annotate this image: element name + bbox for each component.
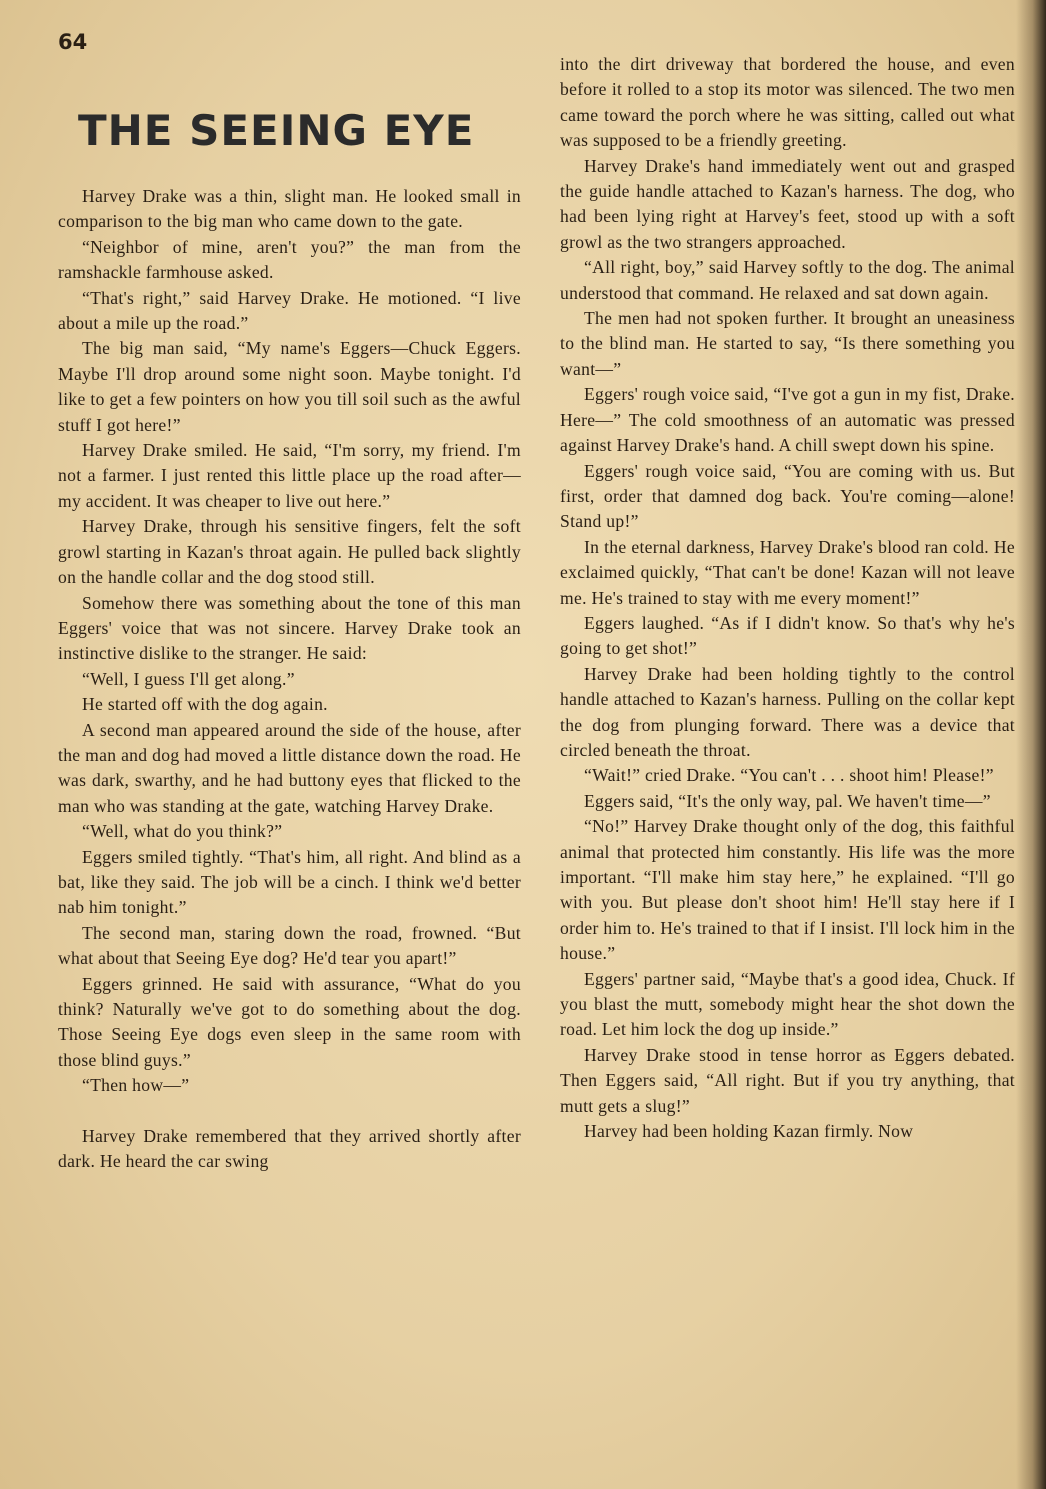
paragraph: Harvey Drake's hand immediately went out and grasped the guide handle attached to Kazan's harness. The dog, who had been lying right at Harvey's feet, stood up with a soft growl as the two strangers approached. — [560, 155, 1015, 252]
paragraph: Harvey Drake stood in tense horror as Eggers debated. Then Eggers said, “All right. But if you try anything, that mutt gets a slug!” — [560, 1044, 1015, 1116]
right-column — [560, 52, 1015, 1144]
paragraph: Harvey Drake had been holding tightly to the control handle attached to Kazan's harness. Pulling on the collar kept the dog from plunging forward. There was a device that circled beneath the throat. — [560, 663, 1015, 760]
left-column — [58, 184, 521, 1174]
paragraph: The big man said, “My name's Eggers—Chuck Eggers. Maybe I'll drop around some night soon. Maybe tonight. I'd like to get a few pointers on how you till soil such as the awful stuff I got here!” — [58, 338, 521, 435]
paragraph: “Then how—” — [82, 1075, 190, 1096]
paragraph: He started off with the dog again. — [82, 694, 328, 715]
paragraph: “Well, I guess I'll get along.” — [82, 668, 295, 689]
paragraph: Eggers' partner said, “Maybe that's a good idea, Chuck. If you blast the mutt, somebody might hear the shot down the road. Let him lock the dog up inside.” — [560, 968, 1015, 1040]
paragraph: In the eternal darkness, Harvey Drake's blood ran cold. He exclaimed quickly, “That can't be done! Kazan will not leave me. He's trained to stay with me every moment!” — [560, 536, 1015, 608]
paragraph: Harvey Drake was a thin, slight man. He looked small in comparison to the big man who came down to the gate. — [58, 186, 521, 232]
paragraph: Somehow there was something about the tone of this man Eggers' voice that was not sincere. Harvey Drake took an instinctive dislike to the stranger. He said: — [58, 592, 521, 664]
paragraph: Eggers laughed. “As if I didn't know. So that's why he's going to get shot!” — [560, 612, 1015, 659]
paragraph: “All right, boy,” said Harvey softly to the dog. The animal understood that command. He relaxed and sat down again. — [560, 257, 1015, 303]
paragraph: Harvey Drake smiled. He said, “I'm sorry, my friend. I'm not a farmer. I just rented this little place up the road after—my accident. It was cheaper to live out here.” — [58, 440, 521, 511]
paragraph: Eggers smiled tightly. “That's him, all right. And blind as a bat, like they said. The job will be a cinch. I think we'd better nab him tonight.” — [58, 846, 521, 918]
paragraph: “Neighbor of mine, aren't you?” the man from the ramshackle farmhouse asked. — [58, 236, 521, 283]
paragraph: Eggers' rough voice said, “You are coming with us. But first, order that damned dog back. You're coming—alone! Stand up!” — [560, 460, 1015, 532]
paragraph: Harvey Drake remembered that they arrived shortly after dark. He heard the car swing — [58, 1125, 521, 1172]
story-title: THE SEEING EYE — [78, 106, 475, 155]
paragraph: The second man, staring down the road, frowned. “But what about that Seeing Eye dog? He'd tear you apart!” — [58, 922, 521, 969]
paragraph: Eggers grinned. He said with assurance, “What do you think? Naturally we've got to do something about the dog. Those Seeing Eye dogs even sleep in the same room with those blind guys.” — [58, 973, 521, 1070]
page-number: 64 — [58, 30, 88, 54]
paragraph: Harvey had been holding Kazan firmly. Now — [584, 1121, 914, 1142]
page-spine-shadow — [1016, 0, 1046, 1489]
paragraph: “Wait!” cried Drake. “You can't . . . shoot him! Please!” — [584, 765, 994, 786]
paragraph: into the dirt driveway that bordered the house, and even before it rolled to a stop its motor was silenced. The two men came toward the porch where he was sitting, called out what was supposed to be a friendly greeting. — [560, 54, 1015, 151]
paragraph: Eggers said, “It's the only way, pal. We haven't time—” — [584, 790, 991, 811]
paragraph: The men had not spoken further. It brought an uneasiness to the blind man. He started to say, “Is there something you want—” — [560, 308, 1015, 379]
paragraph: “No!” Harvey Drake thought only of the dog, this faithful animal that protected him constantly. His life was the more important. “I'll make him stay here,” he explained. “I'll go with you. But please don't shoot him! He'll stay here if I order him to. He's trained to that if I insist. I'll lock him in the house.” — [560, 816, 1015, 964]
paragraph: “That's right,” said Harvey Drake. He motioned. “I live about a mile up the road.” — [58, 287, 521, 334]
paragraph: Harvey Drake, through his sensitive fingers, felt the soft growl starting in Kazan's throat again. He pulled back slightly on the handle collar and the dog stood still. — [58, 516, 521, 588]
paragraph: Eggers' rough voice said, “I've got a gun in my fist, Drake. Here—” The cold smoothness of an automatic was pressed against Harvey Drake's hand. A chill swept down his spine. — [560, 384, 1015, 456]
paragraph: “Well, what do you think?” — [82, 821, 283, 842]
paragraph: A second man appeared around the side of the house, after the man and dog had moved a little distance down the road. He was dark, swarthy, and he had buttony eyes that flicked to the man who was standing at the gate, watching Harvey Drake. — [58, 719, 521, 816]
